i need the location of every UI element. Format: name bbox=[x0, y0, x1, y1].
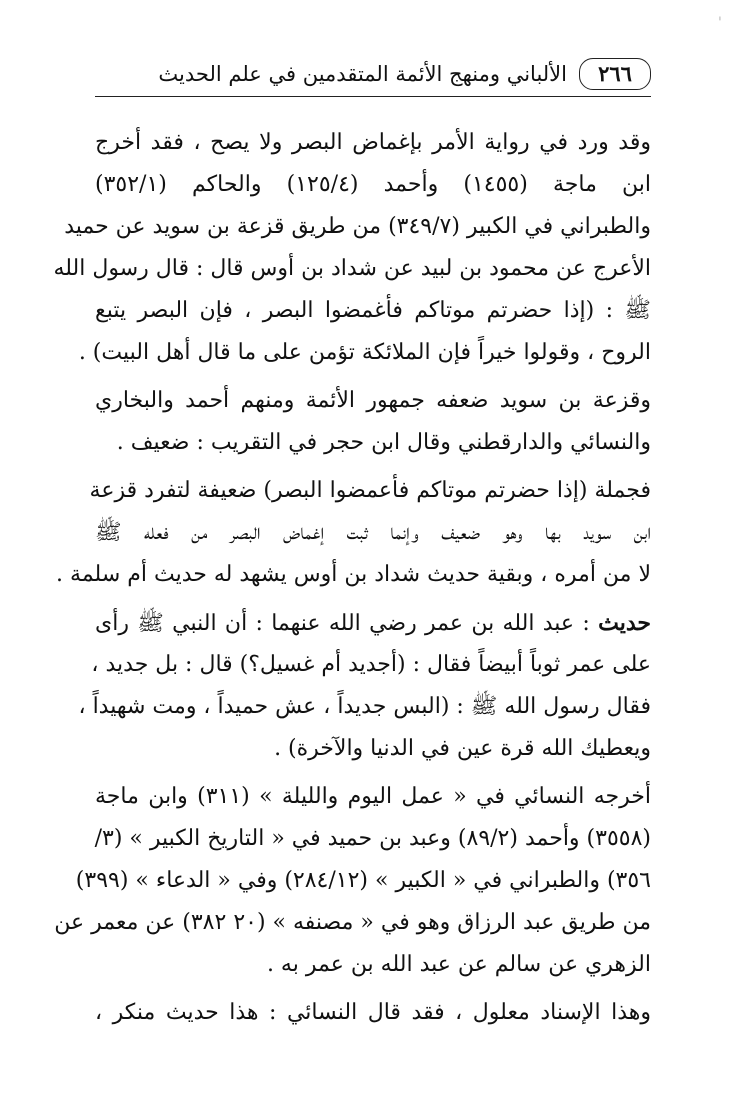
text-line: فقال رسول الله ﷺ : (البس جديداً ، عش حميداً ، ومت شهيداً ، bbox=[78, 694, 651, 719]
corner-tick: ' bbox=[718, 15, 722, 31]
paragraph-2 bbox=[95, 380, 651, 464]
text-line: فجملة (إذا حضرتم موتاكم فأعمضوا البصر) ضعيفة لتفرد قزعة bbox=[89, 478, 651, 503]
running-title: الألباني ومنهج الأئمة المتقدمين في علم الحديث bbox=[158, 62, 567, 86]
text-line: ﷺ : (إذا حضرتم موتاكم فأغمضوا البصر ، فإن البصر يتبع bbox=[95, 298, 651, 323]
text-line: والطبراني في الكبير (٣٤٩/٧) من طريق قزعة بن سويد عن حميد bbox=[64, 214, 651, 239]
paragraph-5 bbox=[54, 776, 651, 986]
text-line: لا من أمره ، وبقية حديث شداد بن أوس يشهد له حديث أم سلمة . bbox=[56, 562, 651, 587]
text-line: ابن سويد بها وهو ضعيف وإنما ثبت إغماض البصر من فعله ﷺ bbox=[95, 520, 651, 545]
text-line: ٣٥٦) والطبراني في « الكبير » (٢٨٤/١٢) وفي « الدعاء » (٣٩٩) bbox=[75, 868, 651, 893]
text-line: على عمر ثوباً أبيضاً فقال : (أجديد أم غسيل؟) قال : بل جديد ، bbox=[91, 652, 651, 677]
page-number: ٢٦٦ bbox=[579, 58, 651, 90]
text-line: الأعرج عن محمود بن لبيد عن شداد بن أوس قال : قال رسول الله bbox=[53, 256, 651, 281]
paragraph-1 bbox=[53, 122, 651, 374]
text-line: وهذا الإسناد معلول ، فقد قال النسائي : هذا حديث منكر ، bbox=[95, 1000, 651, 1025]
text-line bbox=[95, 602, 651, 644]
body-text bbox=[53, 122, 651, 1034]
text-line: الروح ، وقولوا خيراً فإن الملائكة تؤمن على ما قال أهل البيت) . bbox=[78, 340, 651, 365]
page-header bbox=[95, 56, 651, 97]
paragraph-6 bbox=[95, 992, 651, 1034]
text-line: أخرجه النسائي في « عمل اليوم والليلة » (٣١١) وابن ماجة bbox=[95, 784, 651, 809]
text-line: (٣٥٥٨) وأحمد (٨٩/٢) وعبد بن حميد في « التاريخ الكبير » (٣/ bbox=[94, 826, 651, 851]
text-line: من طريق عبد الرزاق وهو في « مصنفه » (٢٠ ٣٨٢) عن معمر عن bbox=[54, 910, 651, 935]
hadith-label: حديث bbox=[598, 610, 651, 636]
hadith-first-line: : عبد الله بن عمر رضي الله عنهما : أن النبي ﷺ رأى bbox=[95, 611, 590, 636]
paragraph-3 bbox=[56, 470, 651, 596]
text-line: وقد ورد في رواية الأمر بإغماض البصر ولا يصح ، فقد أخرج bbox=[95, 130, 651, 155]
text-line: ويعطيك الله قرة عين في الدنيا والآخرة) . bbox=[274, 736, 651, 761]
text-line: الزهري عن سالم عن عبد الله بن عمر به . bbox=[266, 952, 651, 977]
text-line: ابن ماجة (١٤٥٥) وأحمد (١٢٥/٤) والحاكم (٣٥٢/١) bbox=[95, 172, 651, 197]
text-line: والنسائي والدارقطني وقال ابن حجر في التقريب : ضعيف . bbox=[116, 430, 651, 455]
text-line: وقزعة بن سويد ضعفه جمهور الأئمة ومنهم أحمد والبخاري bbox=[95, 388, 651, 413]
hadith-paragraph bbox=[78, 602, 651, 770]
